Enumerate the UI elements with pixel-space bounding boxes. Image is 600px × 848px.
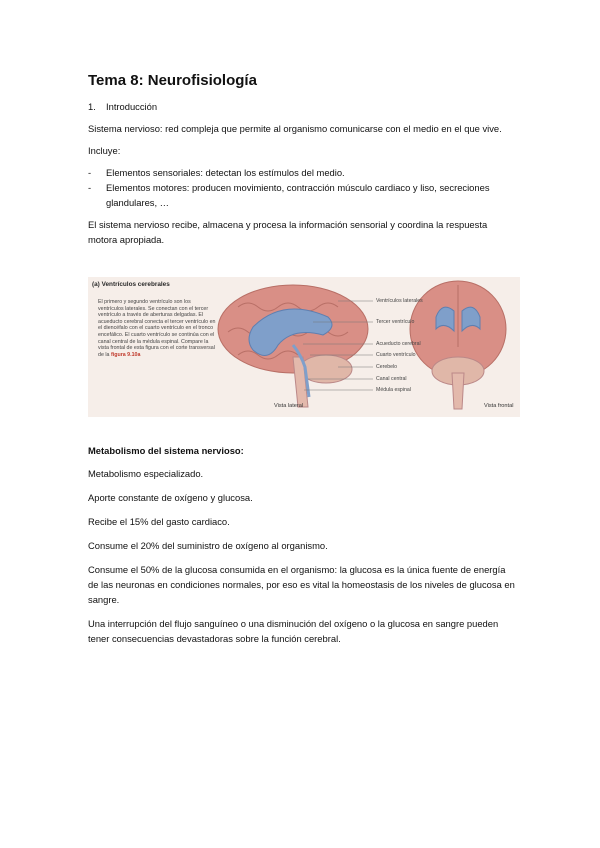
list-item: - Elementos sensoriales: detectan los estímulos del medio.	[88, 165, 518, 180]
ventricles-figure	[88, 277, 520, 417]
incluye-list	[88, 165, 518, 210]
incluye-label: Incluye:	[88, 145, 121, 156]
label-canal-central: Canal central	[376, 376, 407, 382]
figure-title: (a) Ventrículos cerebrales	[92, 281, 170, 288]
intro-paragraph: Sistema nervioso: red compleja que permite al organismo comunicarse con el medio en el que vive.	[88, 123, 502, 134]
metabolism-heading: Metabolismo del sistema nervioso:	[88, 445, 244, 456]
label-medula-espinal: Médula espinal	[376, 387, 411, 393]
figure-description-text: El primero y segundo ventrículo son los ventrículos laterales. Se conectan con el tercer ventrículo a través de aberturas delgadas. El acueducto cerebral conecta el tercer ventrículo en el diencéfalo con el cuarto ventrículo en el tronco encefálico. El cuarto ventrículo se continúa con el canal central de la médula espinal. Compare la vista frontal de esta figura con el corte transversal de la	[98, 299, 216, 358]
label-tercer-ventriculo: Tercer ventrículo	[376, 319, 415, 325]
section-label: Introducción	[106, 101, 158, 112]
section-number: 1.	[88, 101, 96, 112]
function-paragraph: El sistema nervioso recibe, almacena y procesa la información sensorial y coordina la respuesta motora apropiada.	[88, 219, 488, 245]
frontal-brainstem-shape	[452, 373, 464, 409]
document-content	[88, 72, 518, 653]
metabolism-paragraph: Metabolismo especializado.	[88, 468, 204, 479]
list-item: - Elementos motores: producen movimiento, contracción músculo cardiaco y liso, secreciones glandulares, …	[88, 180, 518, 210]
metabolism-paragraph: Consume el 50% de la glucosa consumida en el organismo: la glucosa es la única fuente de energía de las neuronas en condiciones normales, por eso es vital la homeostasis de los niveles de glucosa en sangre.	[88, 564, 515, 605]
label-ventriculos-laterales: Ventrículos laterales	[376, 298, 423, 304]
label-acueducto-cerebral: Acueducto cerebral	[376, 341, 421, 347]
page-title: Tema 8: Neurofisiología	[88, 72, 257, 89]
metabolism-paragraph: Una interrupción del flujo sanguíneo o una disminución del oxígeno o la glucosa en sangre pueden tener consecuencias devastadoras sobre la función cerebral.	[88, 618, 499, 644]
metabolism-paragraph: Aporte constante de oxígeno y glucosa.	[88, 492, 253, 503]
label-vista-lateral: Vista lateral	[274, 403, 304, 409]
figure-description	[98, 299, 216, 358]
metabolism-paragraph: Consume el 20% del suministro de oxígeno al organismo.	[88, 540, 328, 551]
label-vista-frontal: Vista frontal	[484, 403, 514, 409]
label-cerebelo: Cerebelo	[376, 364, 398, 370]
metabolism-paragraph: Recibe el 15% del gasto cardiaco.	[88, 516, 230, 527]
figure-reference: figura 9.10a	[110, 351, 141, 358]
section-heading-introduccion	[88, 99, 518, 114]
label-cuarto-ventriculo: Cuarto ventrículo	[376, 352, 416, 358]
